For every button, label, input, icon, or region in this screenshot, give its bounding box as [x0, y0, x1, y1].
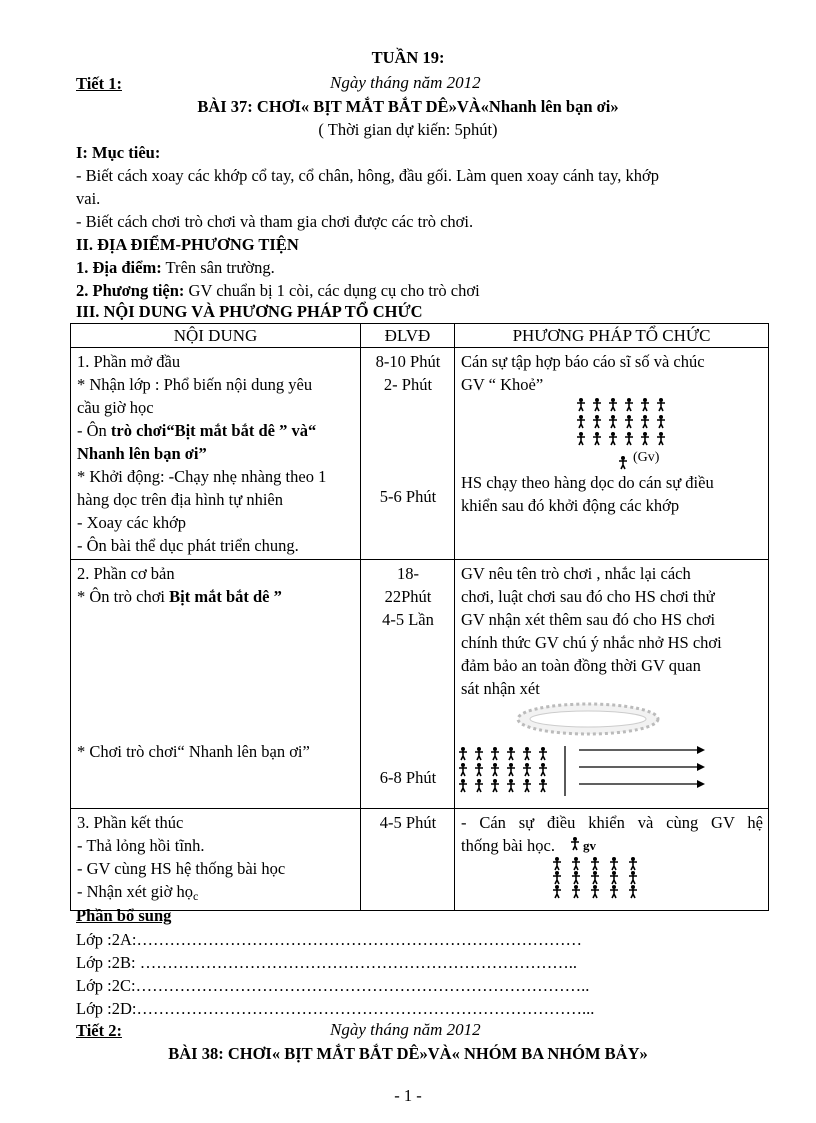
- student-figure: [610, 885, 618, 898]
- text-line: - Cán sự điều khiển và cùng GV hệ: [461, 813, 763, 832]
- student-figure: [523, 763, 531, 776]
- student-figure: [609, 398, 617, 411]
- student-figure: [491, 747, 499, 760]
- content-heading: III. NỘI DUNG VÀ PHƯƠNG PHÁP TỔ CHỨC: [76, 302, 423, 321]
- student-figure: [625, 415, 633, 428]
- teacher-figure: [571, 837, 579, 850]
- text-line: hàng dọc trên địa hình tự nhiên: [77, 490, 283, 509]
- text-line: chơi, luật chơi sau đó cho HS chơi thử: [461, 587, 715, 606]
- text-line: * Chơi trò chơi“ Nhanh lên bạn ơi”: [77, 742, 310, 761]
- class-note-line: Lớp :2C:………………………………………………………………………..: [76, 976, 590, 995]
- text-line: GV “ Khoẻ”: [461, 375, 544, 394]
- arrow-head: [697, 763, 705, 771]
- student-figure: [507, 763, 515, 776]
- game-name: trò chơi“Bịt mắt bắt dê ” và“: [110, 421, 317, 440]
- student-figure: [572, 871, 580, 884]
- student-figure: [593, 432, 601, 445]
- objective-line-cont: vai.: [76, 189, 101, 208]
- row3-method: [455, 809, 769, 911]
- text-line: [77, 880, 355, 908]
- lesson1-label: Tiết 1:: [76, 74, 122, 93]
- duration-value: 22Phút: [384, 587, 432, 606]
- col-header-content: NỘI DUNG: [71, 324, 361, 348]
- duration-value: 2- Phút: [383, 375, 433, 394]
- text-line: [77, 585, 355, 608]
- circle-game-image: [513, 698, 663, 740]
- student-figure: [629, 857, 637, 870]
- location-heading: II. ĐỊA ĐIỂM-PHƯƠNG TIỆN: [76, 235, 299, 254]
- student-figure: [577, 398, 585, 411]
- student-figure: [610, 871, 618, 884]
- row2-duration: [361, 560, 455, 809]
- text-line: đảm bảo an toàn đồng thời GV quan: [461, 656, 701, 675]
- student-figure: [572, 857, 580, 870]
- student-figure: [475, 747, 483, 760]
- teacher-figure: [571, 837, 581, 851]
- row2-method: [455, 560, 769, 809]
- supplement-heading: Phần bổ sung: [76, 906, 172, 925]
- arrow-head: [697, 780, 705, 788]
- student-formation-figure: [573, 396, 683, 476]
- student-figure: [593, 398, 601, 411]
- equipment-value: GV chuẩn bị 1 còi, các dụng cụ cho trò chơi: [184, 281, 480, 300]
- duration-value: 18-: [397, 564, 419, 583]
- row3-content: [71, 809, 361, 911]
- lesson2-date: Ngày tháng năm 2012: [330, 1020, 481, 1039]
- teacher-marker: gv: [583, 838, 596, 853]
- student-figure: [459, 747, 467, 760]
- student-figure: [641, 432, 649, 445]
- text-line: cầu giờ học: [77, 398, 154, 417]
- student-figure: [507, 779, 515, 792]
- lesson1-title: BÀI 37: CHƠI« BỊT MẮT BẮT DÊ»VÀ«Nhanh lên bạn ơi»: [197, 97, 619, 116]
- text-line: thống bài học.: [461, 836, 555, 855]
- text-line: GV nhận xét thêm sau đó cho HS chơi: [461, 610, 716, 629]
- student-figure: [572, 885, 580, 898]
- text-line: 3. Phần kết thúc: [77, 813, 184, 832]
- student-figure: [523, 747, 531, 760]
- student-figure: [657, 432, 665, 445]
- game-name: Bịt mắt bắt dê ”: [169, 587, 282, 606]
- game-name: Nhanh lên bạn ơi”: [77, 444, 207, 463]
- student-figure: [523, 779, 531, 792]
- student-figure: [591, 885, 599, 898]
- table-row: [71, 560, 769, 809]
- lesson1-duration: ( Thời gian dự kiến: 5phút): [318, 120, 498, 139]
- student-figure: [475, 779, 483, 792]
- table-row: [71, 809, 769, 911]
- text-line: - GV cùng HS hệ thống bài học: [77, 859, 286, 878]
- equipment-line: [76, 281, 480, 301]
- student-figure: [459, 763, 467, 776]
- objective-line: - Biết cách chơi trò chơi và tham gia chơi được các trò chơi.: [76, 212, 474, 231]
- class-note-line: Lớp :2D:………………………………………………………………………...: [76, 999, 595, 1018]
- duration-value: 8-10 Phút: [375, 352, 441, 371]
- text-line: - Xoay các khớp: [77, 513, 187, 532]
- duration-value: 4-5 Phút: [379, 813, 437, 832]
- teacher-figure: [619, 456, 627, 469]
- row2-content: [71, 560, 361, 809]
- student-figure: [539, 763, 547, 776]
- location-value: Trên sân trường.: [161, 258, 275, 277]
- col-header-duration: ĐLVĐ: [361, 324, 455, 348]
- text-span: - Ôn: [77, 421, 111, 440]
- student-figure: [610, 857, 618, 870]
- text-line: GV nêu tên trò chơi , nhắc lại cách: [461, 564, 691, 583]
- text-line: [77, 419, 355, 442]
- page-number: - 1 -: [394, 1086, 422, 1105]
- text-line: khiển sau đó khởi động các khớp: [461, 496, 680, 515]
- student-figure: [491, 763, 499, 776]
- student-figure: [553, 857, 561, 870]
- text-line: 2. Phần cơ bản: [77, 564, 175, 583]
- text-line: * Nhận lớp : Phổ biến nội dung yêu: [77, 375, 313, 394]
- student-figure: [577, 415, 585, 428]
- text-line: - Ôn bài thể dục phát triển chung.: [77, 536, 299, 555]
- objective-line: - Biết cách xoay các khớp cổ tay, cổ chân, hông, đầu gối. Làm quen xoay cánh tay, khớp: [76, 166, 659, 185]
- student-figure: [593, 415, 601, 428]
- text-line: 1. Phần mở đầu: [77, 352, 181, 371]
- row1-content: [71, 348, 361, 560]
- duration-value: 4-5 Lần: [382, 610, 434, 629]
- text-line: chính thức GV chú ý nhắc nhở HS chơi: [461, 633, 722, 652]
- student-figure: [539, 747, 547, 760]
- text-span: - Nhận xét giờ họ: [77, 882, 193, 901]
- student-figure: [641, 398, 649, 411]
- week-heading: TUẦN 19:: [371, 48, 445, 67]
- student-figure: [491, 779, 499, 792]
- student-figure: [591, 857, 599, 870]
- student-figure: [609, 432, 617, 445]
- duration-value: 5-6 Phút: [379, 487, 437, 506]
- table-header-row: [71, 324, 769, 348]
- student-figure: [657, 398, 665, 411]
- text-span: c: [192, 889, 199, 903]
- location-label: 1. Địa điểm:: [76, 258, 162, 277]
- row3-duration: [361, 809, 455, 911]
- student-figure: [609, 415, 617, 428]
- lesson-table: [70, 323, 769, 911]
- row1-duration: [361, 348, 455, 560]
- location-line: [76, 258, 275, 278]
- lesson2-label: Tiết 2:: [76, 1021, 122, 1040]
- student-figure: [553, 871, 561, 884]
- equipment-label: 2. Phương tiện:: [76, 281, 185, 300]
- student-figure: [625, 432, 633, 445]
- lesson1-date: Ngày tháng năm 2012: [330, 73, 481, 92]
- text-span: * Ôn trò chơi: [77, 587, 170, 606]
- student-figure: [629, 871, 637, 884]
- text-line: * Khởi động: -Chạy nhẹ nhàng theo 1: [77, 467, 327, 486]
- student-figure: [507, 747, 515, 760]
- col-header-method: PHƯƠNG PHÁP TỔ CHỨC: [455, 324, 769, 348]
- student-figure: [629, 885, 637, 898]
- text-line: Cán sự tập hợp báo cáo sĩ số và chúc: [461, 352, 705, 371]
- student-figure: [577, 432, 585, 445]
- teacher-marker: (Gv): [633, 450, 660, 465]
- student-figure: [475, 763, 483, 776]
- student-figure: [657, 415, 665, 428]
- duration-value: 6-8 Phút: [379, 768, 437, 787]
- objectives-heading: I: Mục tiêu:: [76, 143, 161, 162]
- student-figure: [591, 871, 599, 884]
- relay-race-figure: [459, 746, 709, 796]
- text-line: sát nhận xét: [461, 679, 540, 698]
- class-note-line: Lớp :2A:………………………………………………………………………: [76, 930, 583, 949]
- student-figure: [625, 398, 633, 411]
- class-note-line: Lớp :2B: ……………………………………………………………………..: [76, 953, 577, 972]
- text-line: HS chạy theo hàng dọc do cán sự điều: [461, 473, 714, 492]
- student-figure: [539, 779, 547, 792]
- lesson2-title: BÀI 38: CHƠI« BỊT MẮT BẮT DÊ»VÀ« NHÓM BA NHÓM BẢY»: [168, 1044, 648, 1063]
- student-formation-figure: [551, 855, 651, 901]
- row1-method: [455, 348, 769, 560]
- student-figure: [553, 885, 561, 898]
- student-figure: [641, 415, 649, 428]
- student-figure: [459, 779, 467, 792]
- arrow-head: [697, 746, 705, 754]
- text-line: - Thả lỏng hồi tĩnh.: [77, 836, 205, 855]
- table-row: [71, 348, 769, 560]
